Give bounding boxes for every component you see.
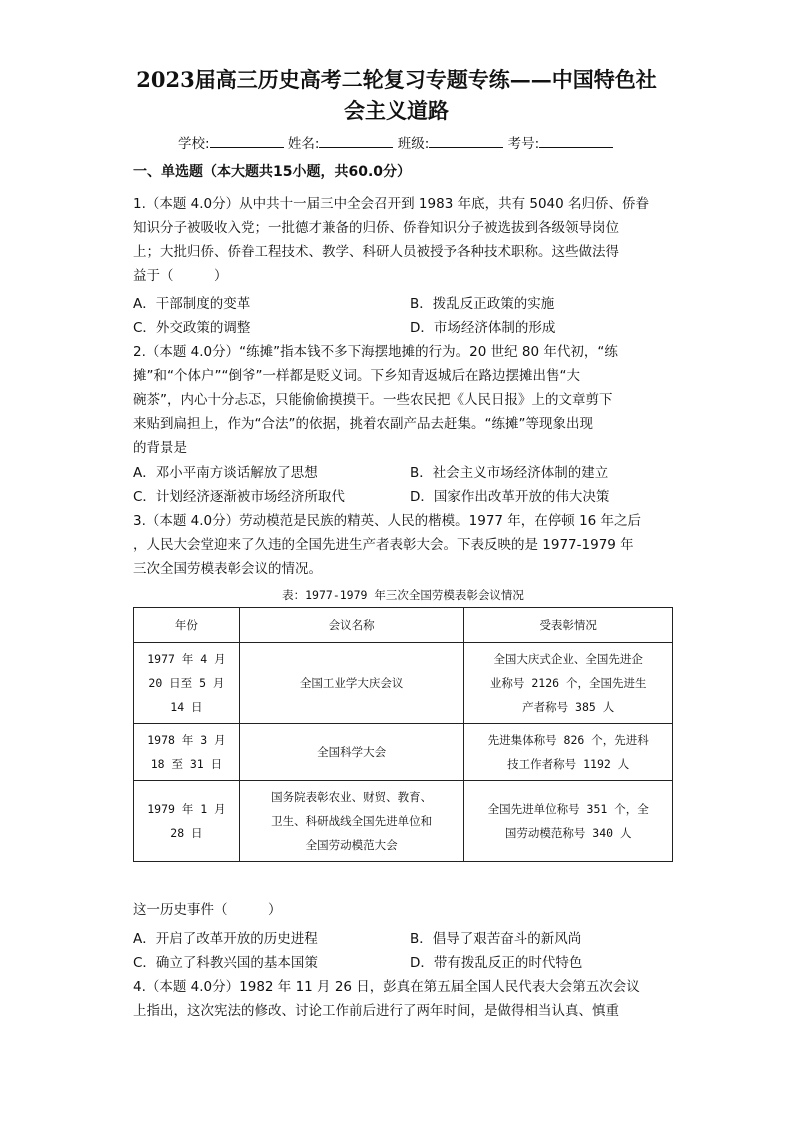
q1-option-d[interactable]: D．市场经济体制的形成 (410, 320, 556, 336)
q3-line: 三次全国劳模表彰会议的情况。 (133, 561, 322, 577)
q3-line: ，人民大会堂迎来了久违的全国先进生产者表彰大会。下表反映的是 1977-1979 年 (133, 537, 634, 553)
cell-line: 1979 年 1 月 (147, 802, 226, 816)
header-result: 受表彰情况 (464, 608, 673, 643)
q4-line: 4.（本题 4.0分）1982 年 11 月 26 日，彭真在第五届全国人民代表大会第五次会议 (133, 979, 640, 995)
cell-year (134, 781, 240, 862)
q2-line: 来贴到扁担上，作为“合法”的依据，挑着农副产品去赶集。“练摊”等现象出现 (133, 416, 593, 432)
q1-line: 1.（本题 4.0分）从中共十一届三中全会召开到 1983 年底，共有 5040 名归侨、侨眷 (133, 196, 650, 212)
cell-line: 先进集体称号 826 个，先进科 (487, 733, 649, 747)
table-caption: 表：1977-1979 年三次全国劳模表彰会议情况 (282, 588, 524, 602)
q1-option-a[interactable]: A．干部制度的变革 (133, 296, 251, 312)
cell-year (134, 724, 240, 781)
cell-meeting (239, 724, 464, 781)
table-header-row (134, 608, 673, 643)
cell-meeting (239, 643, 464, 724)
cell-result (464, 724, 673, 781)
cell-result (464, 781, 673, 862)
table-row (134, 724, 673, 781)
name-label: 姓名: (287, 136, 320, 152)
q3-option-a[interactable]: A．开启了改革开放的历史进程 (133, 931, 318, 947)
header-year: 年份 (134, 608, 240, 643)
q1-line: 知识分子被吸收入党；一批德才兼备的归侨、侨眷知识分子被选拔到各级领导岗位 (133, 220, 619, 236)
q3-line: 3.（本题 4.0分）劳动模范是民族的精英、人民的楷模。1977 年，在停顿 16 年之后 (133, 513, 642, 529)
exam-number-label: 考号: (507, 136, 540, 152)
table-row (134, 643, 673, 724)
q2-line: 的背景是 (133, 440, 187, 456)
cell-line: 全国大庆式企业、全国先进企 (493, 652, 643, 666)
q3-option-b[interactable]: B．倡导了艰苦奋斗的新风尚 (410, 931, 582, 947)
q3-option-c[interactable]: C．确立了科教兴国的基本国策 (133, 955, 318, 971)
q2-line: 2.（本题 4.0分）“练摊”指本钱不多下海摆地摊的行为。20 世纪 80 年代初，“练 (133, 344, 618, 360)
q2-option-d[interactable]: D．国家作出改革开放的伟大决策 (410, 489, 610, 505)
q3-stem: 这一历史事件（ ） (133, 902, 282, 918)
cell-line: 国务院表彰农业、财贸、教育、 (271, 790, 433, 804)
q2-line: 摊”和“个体户”“倒爷”一样都是贬义词。下乡知青返城后在路边摆摊出售“大 (133, 368, 580, 384)
q4-line: 上指出，这次宪法的修改、讨论工作前后进行了两年时间，是做得相当认真、慎重 (133, 1003, 619, 1019)
school-label: 学校: (178, 136, 210, 152)
class-blank[interactable] (429, 133, 503, 148)
q1-line: 益于（ ） (133, 268, 228, 284)
table-row (134, 781, 673, 862)
cell-line: 产者称号 385 人 (522, 700, 615, 714)
cell-line: 全国劳动模范大会 (305, 838, 398, 852)
cell-line: 1978 年 3 月 (147, 733, 226, 747)
name-blank[interactable] (319, 133, 393, 148)
cell-line: 14 日 (170, 700, 203, 714)
cell-line: 18 至 31 日 (150, 757, 223, 771)
q1-line: 上；大批归侨、侨眷工程技术、教学、科研人员被授予各种技术职称。这些做法得 (133, 244, 619, 260)
cell-line: 20 日至 5 月 (148, 676, 225, 690)
class-label: 班级: (397, 136, 430, 152)
exam-title-line1: 2023届高三历史高考二轮复习专题专练——中国特色社 (136, 67, 657, 92)
cell-line: 全国科学大会 (317, 745, 387, 759)
exam-title-line2: 会主义道路 (344, 98, 449, 123)
exam-number-blank[interactable] (539, 133, 613, 148)
cell-line: 国劳动模范称号 340 人 (504, 826, 632, 840)
q2-option-c[interactable]: C．计划经济逐渐被市场经济所取代 (133, 489, 345, 505)
cell-result (464, 643, 673, 724)
awards-table (133, 607, 673, 862)
section-heading: 一、单选题（本大题共15小题，共60.0分） (133, 164, 412, 180)
q1-option-b[interactable]: B．拨乱反正政策的实施 (410, 296, 555, 312)
q3-option-d[interactable]: D．带有拨乱反正的时代特色 (410, 955, 583, 971)
cell-meeting (239, 781, 464, 862)
cell-line: 全国工业学大庆会议 (299, 676, 404, 690)
cell-line: 技工作者称号 1192 人 (507, 757, 630, 771)
q2-option-a[interactable]: A．邓小平南方谈话解放了思想 (133, 465, 318, 481)
q2-option-b[interactable]: B．社会主义市场经济体制的建立 (410, 465, 609, 481)
cell-line: 全国先进单位称号 351 个，全 (487, 802, 649, 816)
school-blank[interactable] (210, 133, 284, 148)
cell-line: 卫生、科研战线全国先进单位和 (271, 814, 433, 828)
q2-line: 碗茶”，内心十分忐忑，只能偷偷摸摸干。一些农民把《人民日报》上的文章剪下 (133, 392, 613, 408)
cell-line: 业称号 2126 个，全国先进生 (489, 676, 647, 690)
cell-line: 28 日 (170, 826, 203, 840)
cell-year (134, 643, 240, 724)
header-meeting: 会议名称 (239, 608, 464, 643)
cell-line: 1977 年 4 月 (147, 652, 226, 666)
student-info-row (178, 132, 613, 152)
q1-option-c[interactable]: C．外交政策的调整 (133, 320, 251, 336)
